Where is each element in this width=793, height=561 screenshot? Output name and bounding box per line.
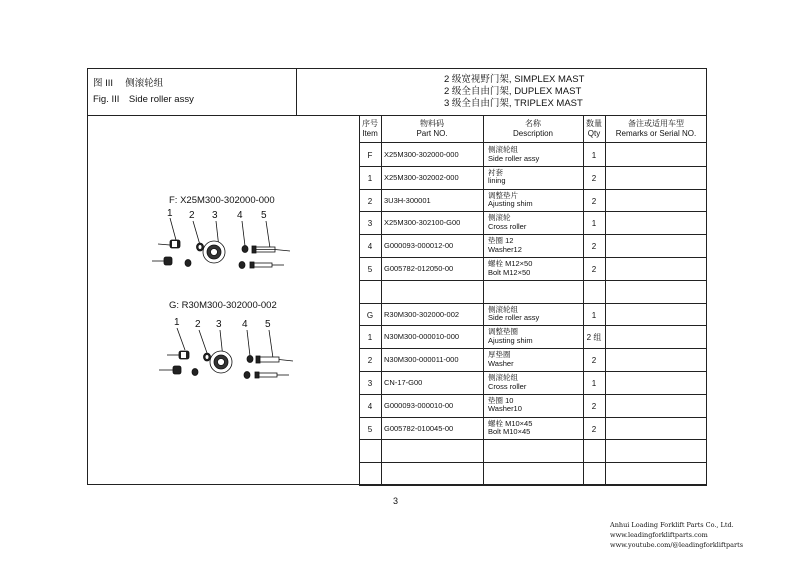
th-qty: 数量 Qty — [586, 119, 602, 139]
row-qty: 2 组 — [586, 333, 602, 343]
row-description-en: lining — [488, 176, 506, 186]
row-item: 5 — [367, 424, 373, 434]
row-part: X25M300-302000-000 — [384, 150, 459, 159]
row-description-cn: 侧滚轮组 — [488, 145, 518, 154]
row-qty: 2 — [591, 196, 597, 206]
callout-f-5: 5 — [261, 210, 267, 221]
table-header-divider — [359, 142, 707, 143]
table-row-divider — [359, 234, 707, 235]
footer-website: www.leadingforkliftparts.com — [610, 531, 708, 539]
row-description — [488, 146, 582, 163]
table-row-divider — [359, 462, 707, 463]
row-description-cn: 侧滚轮组 — [488, 304, 518, 314]
row-item: 1 — [367, 333, 373, 343]
col-divider-part — [483, 115, 484, 485]
row-part: G005782-012050-00 — [384, 264, 454, 273]
table-row-divider — [359, 439, 707, 440]
row-qty: 2 — [591, 356, 597, 366]
row-qty: 1 — [591, 219, 597, 229]
row-part: X25M300-302100-G00 — [384, 218, 461, 228]
row-part: N30M300-000010-000 — [384, 332, 460, 342]
row-item: G — [366, 310, 374, 320]
figure-title-cn: 图 III 侧滚轮组 — [93, 78, 164, 89]
th-remarks: 备注或适用车型 Remarks or Serial NO. — [615, 119, 697, 139]
col-divider-qty — [605, 115, 606, 485]
table-row-divider — [359, 166, 707, 167]
header-divider — [87, 115, 707, 116]
callout-f-4: 4 — [237, 210, 243, 221]
row-description-en: Cross roller — [488, 381, 527, 391]
row-description — [488, 169, 582, 186]
th-item: 序号 Item — [362, 119, 378, 139]
row-description-cn: 垫圈 12 — [488, 236, 514, 246]
row-description-en: Ajusting shim — [488, 336, 533, 346]
row-description — [488, 351, 582, 368]
row-item: 2 — [367, 356, 373, 366]
row-description-en: Washer10 — [488, 404, 522, 414]
header-split — [296, 68, 297, 116]
table-row-divider — [359, 189, 707, 190]
table-row-divider — [359, 394, 707, 395]
callout-g-1: 1 — [174, 317, 180, 328]
col-divider-item — [381, 115, 382, 485]
table-row-divider — [359, 211, 707, 212]
footer-youtube: www.youtube.com/@leadingforkliftparts — [610, 541, 744, 549]
row-description-en: Cross roller — [488, 222, 527, 232]
callout-f-1: 1 — [167, 208, 173, 219]
table-row-divider — [359, 303, 707, 304]
row-qty: 2 — [591, 424, 597, 434]
callout-g-5: 5 — [265, 319, 271, 330]
th-part: 物料码 Part NO. — [416, 119, 448, 139]
table-row-divider — [359, 417, 707, 418]
row-description-en: Side roller assy — [488, 313, 540, 323]
row-description-cn: 侧滚轮组 — [488, 373, 518, 382]
row-item: 4 — [367, 401, 373, 411]
row-description-en: Side roller assy — [488, 153, 540, 163]
table-row-divider — [359, 348, 707, 349]
row-description — [488, 306, 582, 323]
assembly-f-drawing — [150, 218, 300, 278]
row-item: F — [367, 151, 373, 160]
row-description — [488, 260, 582, 277]
row-description-cn: 螺栓 M12×50 — [488, 259, 533, 268]
row-qty: 2 — [591, 401, 597, 411]
callout-f-2: 2 — [189, 210, 195, 221]
row-description — [488, 328, 582, 345]
page-number: 3 — [393, 496, 399, 506]
table-row-divider — [359, 325, 707, 326]
row-qty: 1 — [591, 310, 597, 320]
footer-company: Anhui Loading Forklift Parts Co., Ltd. — [610, 521, 734, 529]
row-part: X25M300-302002-000 — [384, 172, 459, 182]
row-part: R30M300-302000-002 — [384, 309, 460, 319]
row-description-en: Washer12 — [488, 244, 522, 254]
assembly-f-label: F: X25M300-302000-000 — [169, 195, 275, 206]
row-qty: 1 — [591, 379, 597, 388]
row-description-cn: 垫圈 10 — [488, 395, 514, 405]
row-description — [488, 192, 582, 209]
row-part: N30M300-000011-000 — [384, 355, 459, 365]
callout-f-3: 3 — [212, 210, 218, 221]
table-row-divider — [359, 257, 707, 258]
row-item: 1 — [367, 173, 373, 183]
table-row-divider — [359, 485, 707, 486]
row-description-cn: 调整垫片 — [488, 190, 518, 200]
assembly-g-drawing — [155, 328, 305, 388]
table-row-divider — [359, 371, 707, 372]
mast-line-3: 3 级全自由门架, TRIPLEX MAST — [444, 98, 583, 109]
row-item: 5 — [367, 265, 373, 274]
row-description — [488, 397, 582, 414]
row-description-en: Bolt M10×45 — [488, 427, 531, 437]
th-desc: 名称 Description — [512, 119, 553, 139]
row-part: G000093-000010-00 — [384, 400, 454, 410]
callout-g-2: 2 — [195, 319, 201, 330]
mast-line-2: 2 级全自由门架, DUPLEX MAST — [444, 86, 582, 97]
row-part: G000093-000012-00 — [384, 241, 454, 251]
row-description — [488, 214, 582, 231]
row-description-cn: 调整垫圈 — [488, 327, 518, 337]
figure-title-en: Fig. III Side roller assy — [93, 94, 194, 105]
row-description-en: Bolt M12×50 — [488, 267, 531, 277]
row-description — [488, 237, 582, 254]
row-part: 3U3H-300001 — [384, 195, 431, 205]
row-qty: 2 — [591, 173, 597, 183]
row-description-en: Washer — [488, 358, 514, 368]
callout-g-3: 3 — [216, 319, 222, 330]
row-qty: 2 — [591, 242, 597, 252]
row-item: 2 — [367, 196, 373, 206]
row-description-en: Ajusting shim — [488, 199, 533, 209]
mast-line-1: 2 级宽视野门架, SIMPLEX MAST — [444, 74, 585, 85]
row-item: 4 — [367, 242, 373, 252]
row-part: G005782-010045-00 — [384, 423, 454, 433]
row-description-cn: 衬套 — [488, 167, 503, 177]
table-row-divider — [359, 280, 707, 281]
row-description — [488, 420, 582, 437]
assembly-g-label: G: R30M300-302000-002 — [169, 300, 277, 311]
row-description — [488, 374, 582, 391]
row-qty: 2 — [591, 265, 597, 274]
row-qty: 1 — [591, 151, 597, 160]
row-description-cn: 厚垫圈 — [488, 350, 511, 360]
row-item: 3 — [367, 219, 373, 229]
row-description-cn: 螺栓 M10×45 — [488, 418, 533, 428]
row-description-cn: 侧滚轮 — [488, 213, 511, 223]
row-item: 3 — [367, 379, 373, 388]
row-part: CN-17-G00 — [384, 378, 423, 387]
callout-g-4: 4 — [242, 319, 248, 330]
